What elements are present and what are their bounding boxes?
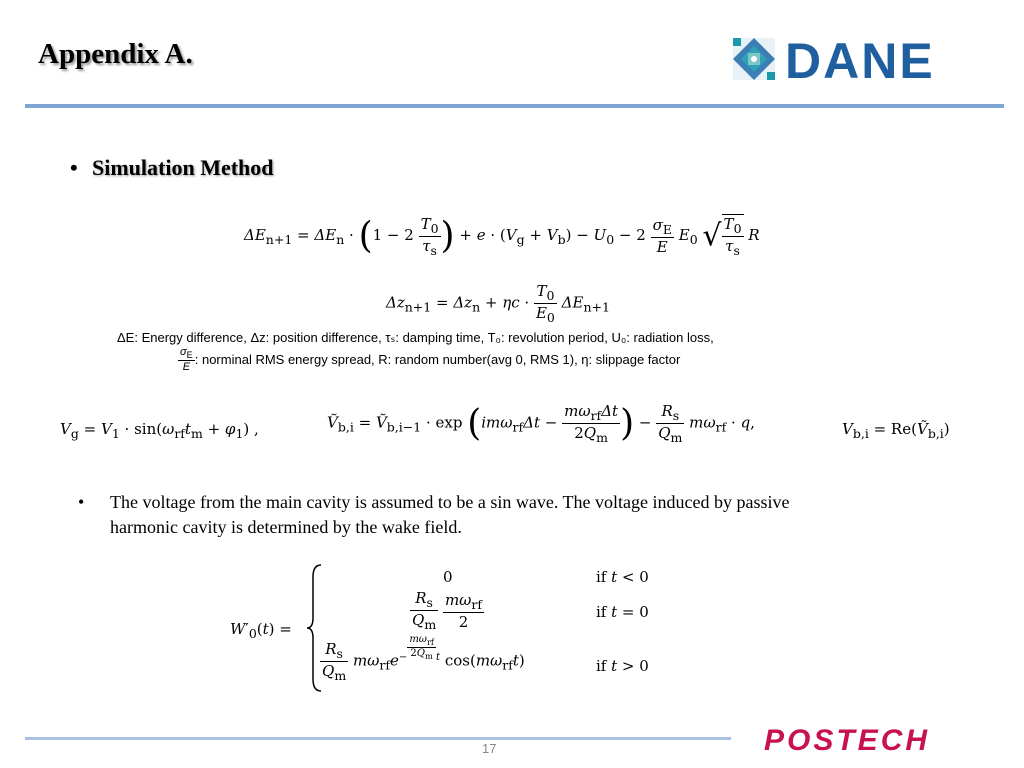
wake-lhs: $W'_0(t)$ = <box>230 620 292 641</box>
wake-case-3-condition: if t > 0 <box>596 657 649 675</box>
bullet-dot: • <box>78 492 85 512</box>
energy-equation: $\Delta E_{n+1} = \Delta E_n \cdot (1 - 2$ $\frac{T_0}{\tau_s}$ ) + $e \cdot (V_g + V_b) - U_0 - 2$ $\frac{\sigma_E}{E}$ $E_0$ √ $\frac{T_0}{\tau_s}$ R <box>244 214 760 258</box>
definitions-line-2-text: : norminal RMS energy spread, R: random number(avg 0, RMS 1), η: slippage factor <box>194 352 681 368</box>
postech-logo-text: POSTECH <box>764 724 931 754</box>
page-number: 17 <box>482 741 497 756</box>
wake-case-1-value: 0 <box>443 568 453 586</box>
voltage-bullet-text: The voltage from the main cavity is assumed to be a sin wave. The voltage induced by passive harmonic cavity is determined by the wake field. <box>110 492 790 537</box>
vg-equation: $V_g = V_1 \cdot \sin(\omega_{rf}t_m + \varphi_1)$ , <box>60 420 259 441</box>
postech-logo <box>764 722 986 754</box>
bullet-dot: • <box>70 155 78 180</box>
section-heading <box>70 155 274 181</box>
voltage-bullet <box>78 490 838 540</box>
wake-case-1-condition: if t < 0 <box>596 568 649 586</box>
definitions-line-1: ΔE: Energy difference, Δz: position difference, τₛ: damping time, T₀: revolution period, U₀: radiation loss, <box>117 330 714 345</box>
wake-case-2-value: $\frac{R_s}{Q_m}$ $\frac{m\omega_{rf}}{2}$ <box>412 589 483 632</box>
dane-logo-text: DANE <box>785 34 935 84</box>
header-rule <box>25 104 1004 108</box>
section-heading-text: Simulation Method <box>92 155 274 180</box>
re-equation: $V_{b,i}$ = Re(Ṽ$_{b,i}$) <box>842 420 950 441</box>
sigma-e-fraction: $\frac{\sigma_E}{E}$ <box>180 346 193 374</box>
wake-case-3-value: $\frac{R_s}{Q_m}$ $m\omega_{rf}e^{- \frac{m\omega_{rf}}{2Q_m} t}$ $\cos(m\omega_{rf}t)$ <box>322 634 525 683</box>
slide-title: Appendix A. <box>38 38 193 70</box>
footer-rule <box>25 737 731 740</box>
vb-equation: Ṽ$_{b,i}$ = Ṽ$_{b,i-1}$ · exp (imω$_{rf}$Δt − $\frac{m\omega_{rf}\Delta t}{2Q_m}$ ) − $\frac{R_s}{Q_m}$ $m\omega_{rf} \cdot q$, <box>327 402 755 445</box>
definitions-line-2 <box>178 346 680 373</box>
dane-logo <box>733 34 975 84</box>
dane-logo-mark <box>733 38 775 80</box>
position-equation: $\Delta z_{n+1} = \Delta z_n + \eta c$ · $\frac{T_0}{E_0}$ $\Delta E_{n+1}$ <box>386 282 610 325</box>
wake-case-2-condition: if t = 0 <box>596 603 649 621</box>
